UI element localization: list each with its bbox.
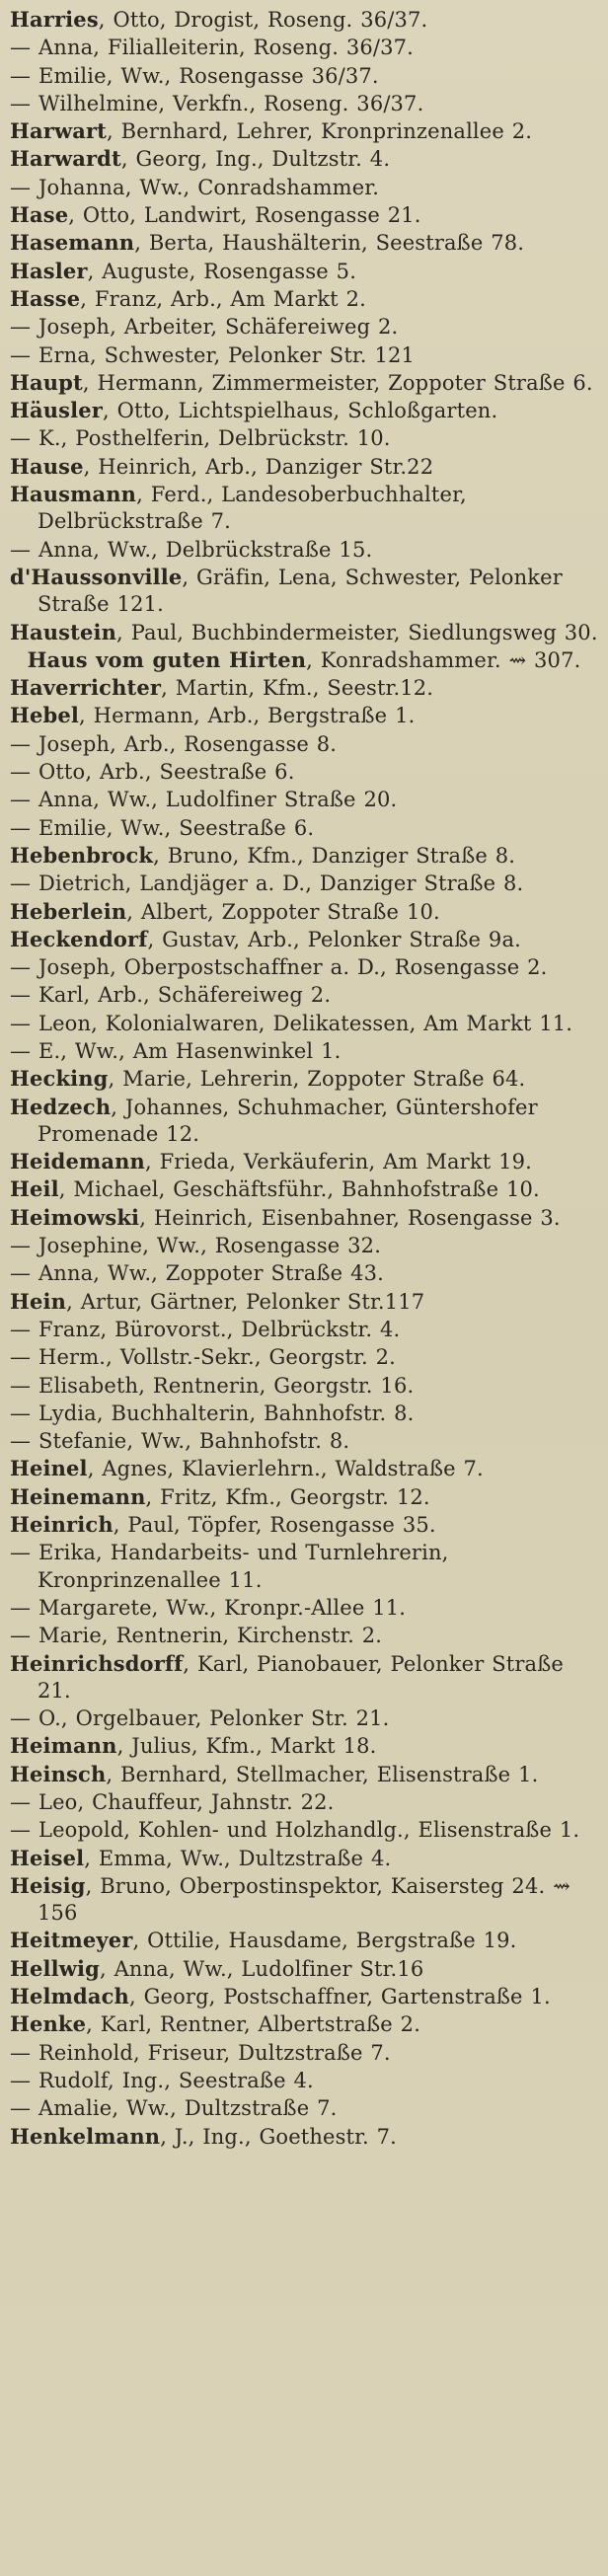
directory-entry [10, 814, 598, 842]
entry-details: , Konradshammer. ⇝ 307. [306, 647, 581, 672]
entry-details: , Hermann, Arb., Bergstraße 1. [78, 704, 416, 728]
entry-details: — Emilie, Ww., Seestraße 6. [10, 815, 315, 840]
directory-entry [10, 702, 598, 729]
entry-details: , Hermann, Zimmermeister, Zoppoter Straße 6. [82, 370, 593, 395]
directory-entry [10, 1788, 598, 1816]
entry-details: , Anna, Ww., Ludolfiner Str.16 [99, 1956, 424, 1981]
directory-entry [10, 1872, 598, 1928]
directory-entry [10, 1065, 598, 1093]
directory-entry [10, 926, 598, 953]
directory-entry [10, 62, 598, 90]
directory-entry [10, 397, 598, 424]
directory-entry [10, 285, 598, 313]
directory-entry [10, 1094, 598, 1149]
entry-surname: d'Haussonville [10, 564, 183, 589]
entry-surname: Helmdach [10, 1984, 129, 2009]
entry-surname: Heinel [10, 1456, 88, 1481]
directory-entry [10, 1483, 598, 1511]
entry-details: — Herm., Vollstr.-Sekr., Georgstr. 2. [10, 1345, 396, 1370]
directory-entry [10, 1204, 598, 1232]
entry-details: — Stefanie, Ww., Bahnhofstr. 8. [10, 1429, 350, 1454]
entry-surname: Haus vom guten Hirten [27, 646, 307, 672]
entry-details: — Dietrich, Landjäger a. D., Danziger Straße 8. [10, 871, 524, 896]
entry-details: , Otto, Drogist, Roseng. 36/37. [98, 8, 428, 32]
entry-details: — Anna, Filialleiterin, Roseng. 36/37. [10, 36, 414, 60]
entry-details: — Johanna, Ww., Conradshammer. [10, 175, 380, 199]
directory-entry [10, 1288, 598, 1316]
entry-surname: Hausmann [10, 482, 137, 507]
entry-details: — Leopold, Kohlen- und Holzhandlg., Elisenstraße 1. [10, 1818, 580, 1843]
directory-entry [10, 2067, 598, 2094]
directory-entry [10, 369, 598, 397]
directory-entry [10, 2010, 598, 2038]
directory-entry [10, 1594, 598, 1622]
entry-details: — Anna, Ww., Delbrückstraße 15. [10, 537, 373, 562]
entry-details: , Georg, Postschaffner, Gartenstraße 1. [128, 1985, 551, 2009]
entry-details: , Frieda, Verkäuferin, Am Markt 19. [144, 1150, 532, 1174]
entry-surname: Hasler [10, 258, 88, 283]
directory-entry [10, 1259, 598, 1287]
entry-details: , Ottilie, Hausdame, Bergstraße 19. [132, 1929, 517, 1953]
entry-surname: Haupt [10, 369, 83, 395]
directory-entry [10, 201, 598, 229]
entry-surname: Heimowski [10, 1204, 140, 1230]
entry-details: , Paul, Buchbindermeister, Siedlungsweg 30. [116, 620, 598, 644]
entry-details: , Otto, Lichtspielhaus, Schloßgarten. [103, 399, 498, 423]
entry-surname: Henke [10, 2011, 87, 2037]
entry-surname: Hedzech [10, 1094, 112, 1119]
entry-surname: Harwart [10, 118, 108, 144]
entry-surname: Heinemann [10, 1483, 146, 1509]
entry-details: , Artur, Gärtner, Pelonker Str.117 [66, 1289, 425, 1314]
entry-surname: Hebenbrock [10, 842, 154, 868]
entry-surname: Haustein [10, 619, 117, 644]
directory-entry [10, 870, 598, 897]
entry-surname: Heinrichsdorff [10, 1650, 184, 1676]
entry-details: — Emilie, Ww., Rosengasse 36/37. [10, 63, 379, 88]
entry-details: — Amalie, Ww., Dultzstraße 7. [10, 2096, 338, 2121]
entry-details: — Anna, Ww., Zoppoter Straße 43. [10, 1261, 384, 1286]
directory-entry [10, 619, 598, 646]
entry-details: — Joseph, Arb., Rosengasse 8. [10, 731, 338, 756]
directory-entry [10, 90, 598, 117]
directory-entry [10, 117, 598, 145]
entry-details: , Berta, Haushälterin, Seestraße 78. [134, 231, 525, 256]
directory-entry [10, 674, 598, 702]
directory-entry [10, 564, 598, 619]
directory-entry [10, 786, 598, 813]
entry-surname: Heidemann [10, 1149, 145, 1174]
entry-surname: Haverrichter [10, 675, 162, 701]
entry-details: , Georg, Ing., Dultzstr. 4. [120, 147, 391, 172]
directory-entry [10, 2123, 598, 2151]
entry-details: — Leon, Kolonialwaren, Delikatessen, Am Markt 11. [10, 1011, 573, 1035]
entry-surname: Hasemann [10, 230, 135, 256]
entry-details: , Marie, Lehrerin, Zoppoter Straße 64. [108, 1067, 526, 1092]
directory-entry [10, 1650, 598, 1705]
directory-entry [10, 898, 598, 926]
directory-entry [10, 758, 598, 786]
directory-entries [10, 6, 598, 2151]
entry-surname: Hause [10, 453, 84, 479]
entry-details: , Bruno, Oberpostinspektor, Kaisersteg 24. ⇝ 156 [38, 1873, 570, 1926]
entry-surname: Hebel [10, 703, 79, 728]
entry-details: — O., Orgelbauer, Pelonker Str. 21. [10, 1706, 390, 1731]
directory-entry [10, 2094, 598, 2122]
directory-entry [10, 730, 598, 758]
entry-details: — Josephine, Ww., Rosengasse 32. [10, 1234, 382, 1258]
entry-details: — Rudolf, Ing., Seestraße 4. [10, 2068, 314, 2092]
entry-details: — Erika, Handarbeits- und Turnlehrerin, Kronprinzenallee 11. [10, 1541, 449, 1592]
entry-details: — Joseph, Arbeiter, Schäfereiweg 2. [10, 315, 399, 340]
directory-entry [10, 1511, 598, 1539]
entry-surname: Heimann [10, 1733, 117, 1759]
directory-entry [10, 1316, 598, 1343]
directory-entry [10, 1732, 598, 1760]
entry-details: — Anna, Ww., Ludolfiner Straße 20. [10, 788, 398, 812]
directory-entry [10, 424, 598, 452]
entry-surname: Harwardt [10, 146, 121, 172]
entry-details: — Joseph, Oberpostschaffner a. D., Rosengasse 2. [10, 955, 548, 980]
directory-entry [10, 1816, 598, 1844]
entry-details: — Leo, Chauffeur, Jahnstr. 22. [10, 1790, 335, 1814]
entry-surname: Heinrich [10, 1512, 114, 1538]
entry-details: , Bernhard, Stellmacher, Elisenstraße 1. [106, 1762, 539, 1786]
directory-entry [10, 313, 598, 341]
directory-entry [10, 1037, 598, 1065]
directory-entry [10, 229, 598, 257]
entry-details: — K., Posthelferin, Delbrückstr. 10. [10, 426, 391, 451]
entry-surname: Häusler [10, 398, 103, 423]
entry-details: — Lydia, Buchhalterin, Bahnhofstr. 8. [10, 1401, 415, 1425]
entry-surname: Heisel [10, 1845, 85, 1870]
directory-entry [10, 174, 598, 201]
directory-entry [10, 646, 598, 674]
entry-details: — Margarete, Ww., Kronpr.-Allee 11. [10, 1595, 407, 1620]
directory-entry [10, 341, 598, 369]
entry-details: , Martin, Kfm., Seestr.12. [161, 676, 434, 701]
entry-details: , Karl, Pianobauer, Pelonker Straße 21. [38, 1651, 564, 1703]
directory-entry [10, 258, 598, 285]
directory-entry [10, 1622, 598, 1649]
entry-details: , Franz, Arb., Am Markt 2. [80, 286, 366, 311]
entry-surname: Henkelmann [10, 2123, 161, 2149]
entry-details: — Franz, Bürovorst., Delbrückstr. 4. [10, 1317, 401, 1341]
entry-details: — Otto, Arb., Seestraße 6. [10, 760, 295, 785]
entry-details: , Karl, Rentner, Albertstraße 2. [86, 2012, 421, 2037]
directory-entry [10, 1175, 598, 1203]
entry-surname: Harries [10, 7, 99, 32]
directory-entry [10, 453, 598, 481]
entry-surname: Hein [10, 1288, 67, 1314]
directory-entry [10, 1400, 598, 1427]
entry-details: , Heinrich, Arb., Danziger Str.22 [83, 454, 434, 479]
directory-entry [10, 536, 598, 564]
directory-entry [10, 1761, 598, 1788]
directory-entry [10, 481, 598, 536]
directory-entry [10, 2039, 598, 2067]
directory-entry [10, 953, 598, 981]
entry-details: , Bernhard, Lehrer, Kronprinzenallee 2. [107, 119, 533, 144]
entry-details: , Ferd., Landesoberbuchhalter, Delbrückstraße 7. [38, 483, 467, 534]
directory-entry [10, 1705, 598, 1732]
entry-details: , Heinrich, Eisenbahner, Rosengasse 3. [139, 1205, 561, 1230]
directory-entry [10, 145, 598, 173]
entry-details: , Gustav, Arb., Pelonker Straße 9a. [147, 927, 521, 951]
directory-entry [10, 842, 598, 870]
entry-details: , Auguste, Rosengasse 5. [87, 259, 357, 283]
directory-entry [10, 1927, 598, 1954]
entry-surname: Hecking [10, 1066, 109, 1092]
entry-details: — Marie, Rentnerin, Kirchenstr. 2. [10, 1624, 383, 1648]
directory-entry [10, 1455, 598, 1482]
directory-entry [10, 1372, 598, 1400]
directory-entry [10, 1845, 598, 1872]
entry-surname: Hellwig [10, 1955, 100, 1981]
entry-details: — Erna, Schwester, Pelonker Str. 121 [10, 342, 415, 367]
entry-details: — E., Ww., Am Hasenwinkel 1. [10, 1038, 342, 1063]
entry-details: , Fritz, Kfm., Georgstr. 12. [145, 1484, 430, 1509]
entry-details: , Michael, Geschäftsführ., Bahnhofstraße 10. [58, 1177, 540, 1202]
entry-surname: Heberlein [10, 898, 127, 924]
entry-details: — Elisabeth, Rentnerin, Georgstr. 16. [10, 1373, 415, 1398]
entry-details: — Karl, Arb., Schäfereiweg 2. [10, 983, 332, 1008]
entry-surname: Hase [10, 202, 69, 228]
directory-entry [10, 1983, 598, 2010]
entry-details: , Emma, Ww., Dultzstraße 4. [84, 1846, 392, 1870]
directory-entry [10, 1232, 598, 1259]
directory-entry [10, 1427, 598, 1455]
entry-surname: Heisig [10, 1872, 86, 1898]
entry-details: — Reinhold, Friseur, Dultzstraße 7. [10, 2040, 391, 2065]
entry-details: , Albert, Zoppoter Straße 10. [126, 899, 440, 924]
directory-entry [10, 6, 598, 34]
directory-entry [10, 1343, 598, 1371]
directory-entry [10, 34, 598, 61]
entry-details: , Julius, Kfm., Markt 18. [116, 1734, 377, 1759]
directory-entry [10, 1539, 598, 1594]
entry-details: , Johannes, Schuhmacher, Güntershofer Promenade 12. [38, 1095, 538, 1146]
directory-entry [10, 1955, 598, 1983]
directory-entry [10, 1010, 598, 1037]
entry-details: , Agnes, Klavierlehrn., Waldstraße 7. [87, 1457, 484, 1481]
entry-surname: Hasse [10, 285, 81, 311]
entry-details: , J., Ing., Goethestr. 7. [160, 2124, 398, 2149]
entry-details: , Otto, Landwirt, Rosengasse 21. [68, 203, 421, 228]
entry-details: , Paul, Töpfer, Rosengasse 35. [113, 1513, 436, 1538]
entry-surname: Heinsch [10, 1761, 107, 1786]
entry-details: , Bruno, Kfm., Danziger Straße 8. [153, 843, 516, 868]
entry-surname: Heitmeyer [10, 1928, 133, 1953]
directory-entry [10, 1148, 598, 1175]
entry-surname: Heil [10, 1176, 59, 1202]
entry-details: , Gräfin, Lena, Schwester, Pelonker Straße 121. [38, 565, 563, 617]
entry-details: — Wilhelmine, Verkfn., Roseng. 36/37. [10, 91, 424, 115]
directory-entry [10, 981, 598, 1009]
entry-surname: Heckendorf [10, 926, 148, 951]
